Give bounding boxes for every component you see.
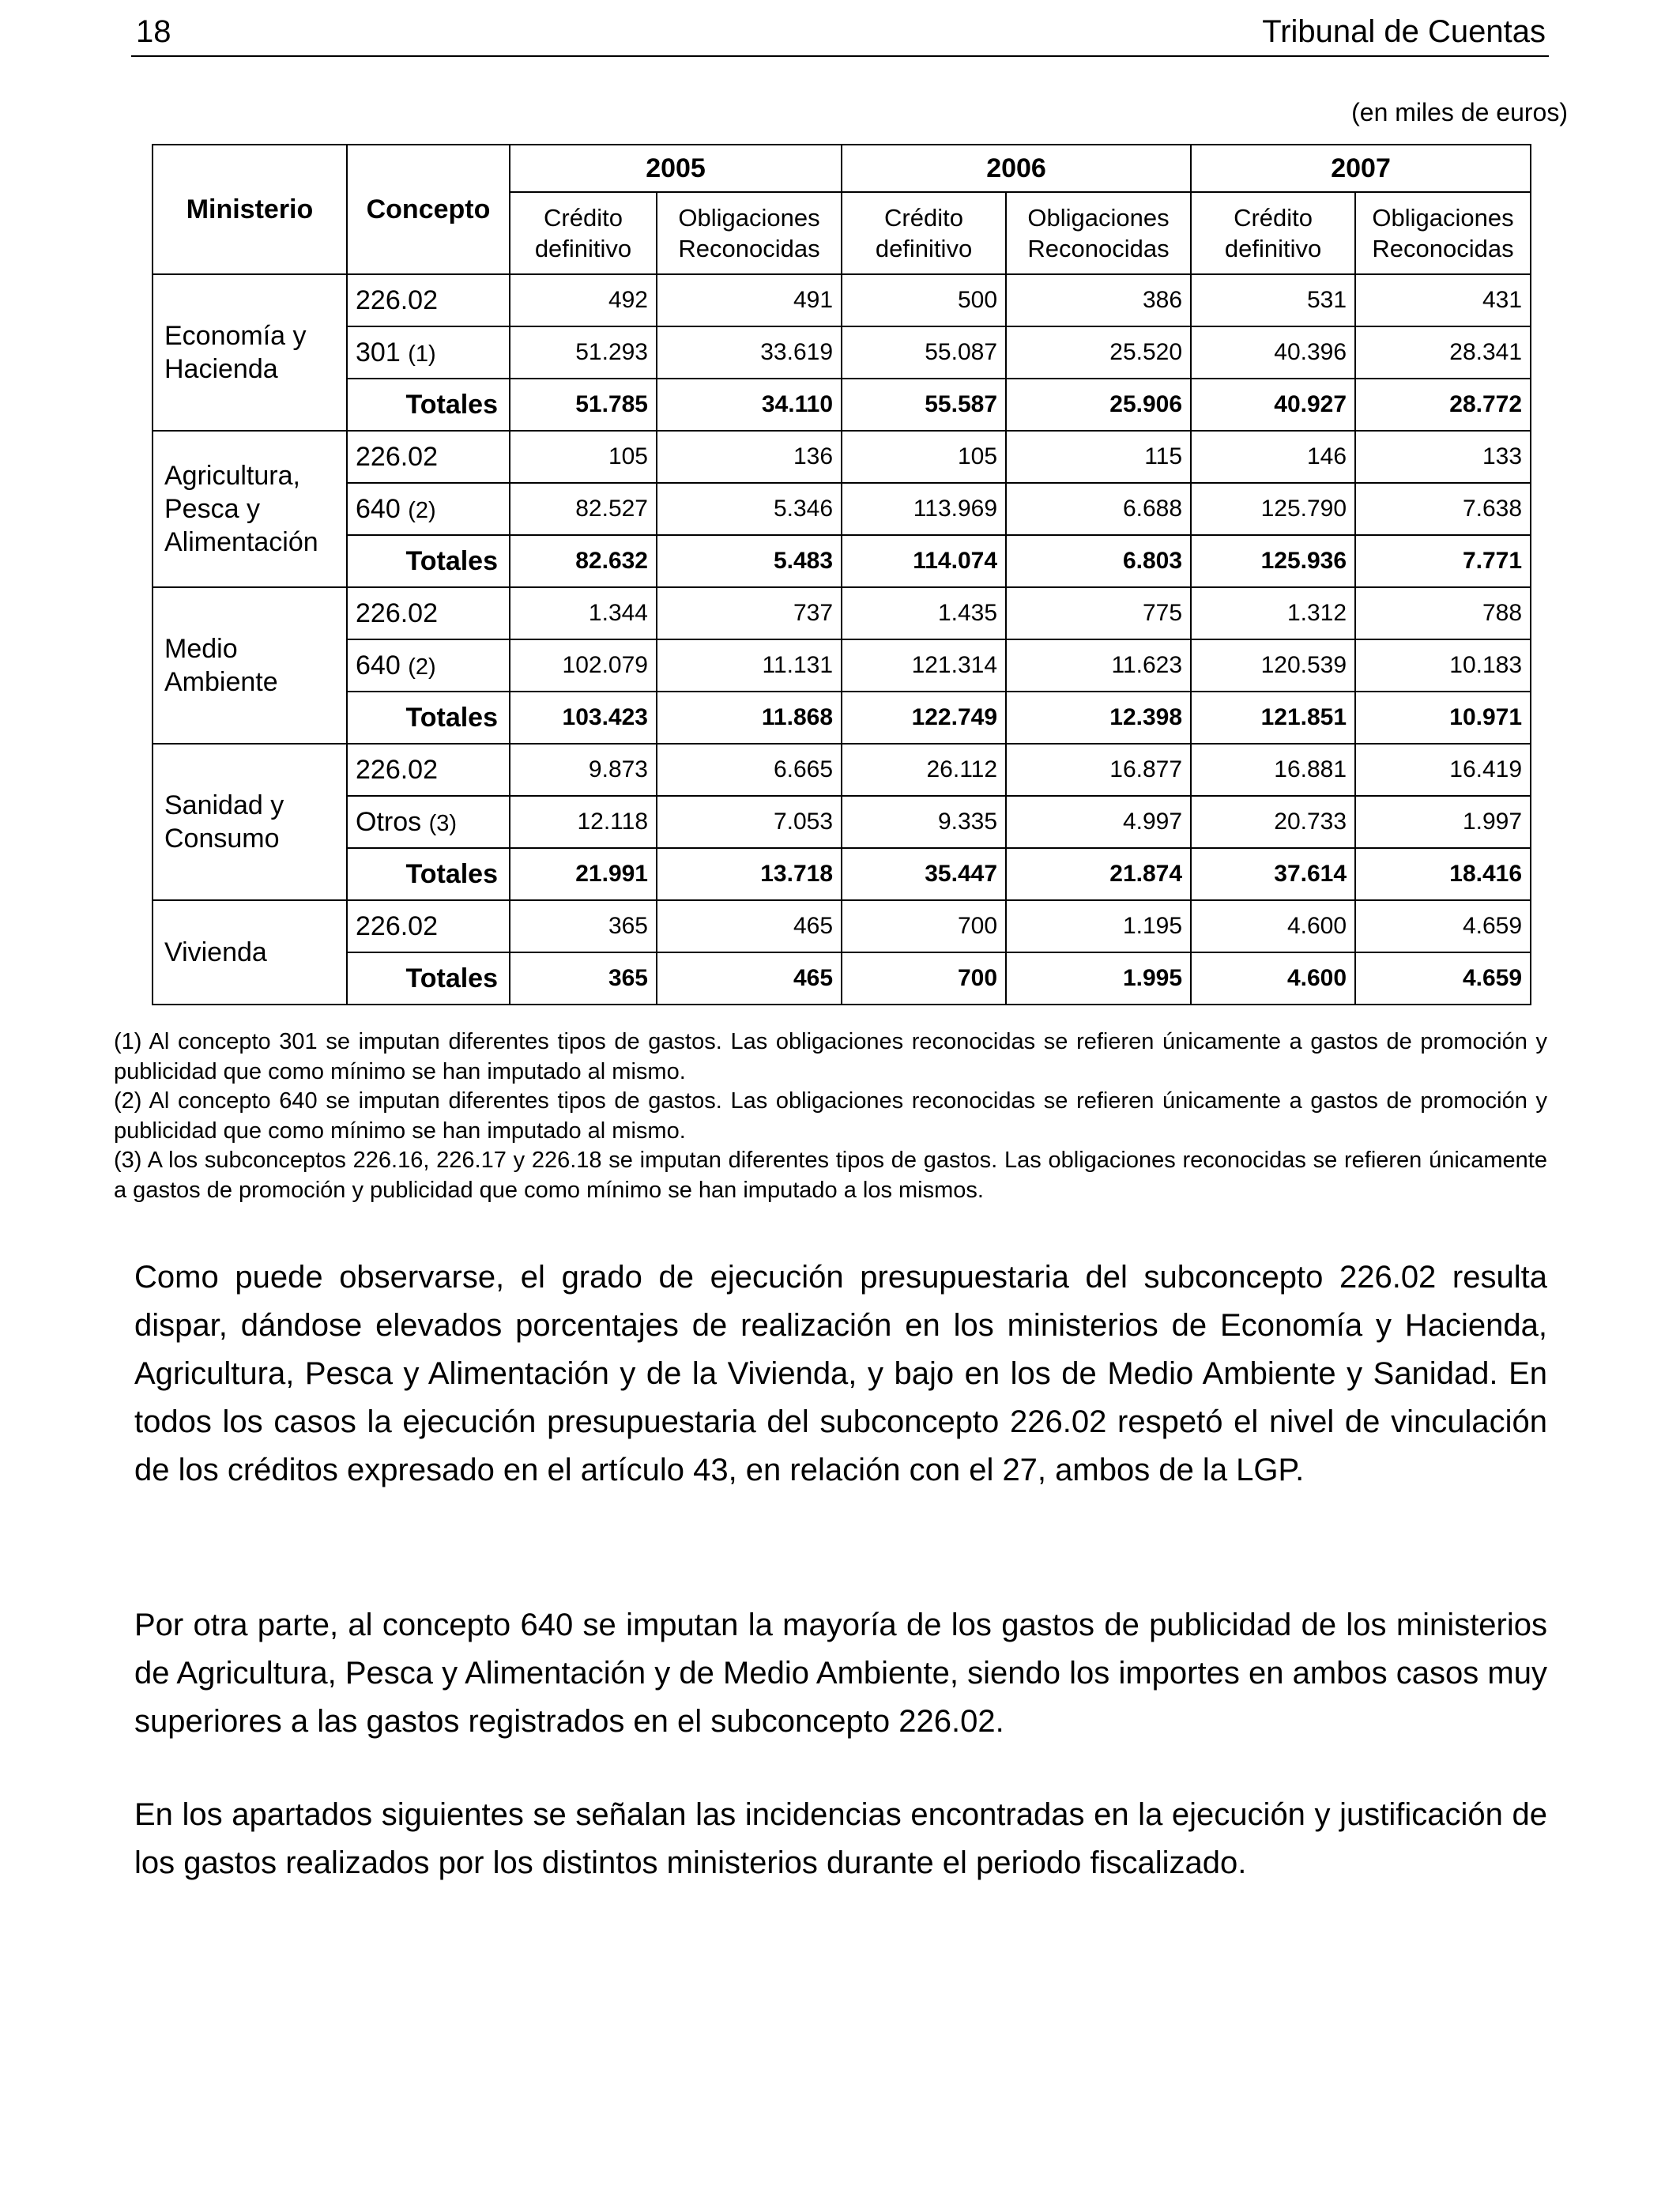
- total-value-cell: 121.851: [1191, 692, 1355, 744]
- table-row: [153, 274, 1531, 326]
- total-value-cell: 12.398: [1006, 692, 1191, 744]
- ministry-cell: Economía y Hacienda: [153, 274, 347, 431]
- value-cell: 51.293: [510, 326, 657, 379]
- totals-label: Totales: [347, 848, 510, 900]
- value-cell: 26.112: [842, 744, 1006, 796]
- value-cell: 20.733: [1191, 796, 1355, 848]
- value-cell: 1.997: [1355, 796, 1531, 848]
- value-cell: 788: [1355, 587, 1531, 639]
- total-value-cell: 37.614: [1191, 848, 1355, 900]
- page-number: 18: [136, 14, 171, 49]
- footnote-ref: (3): [428, 810, 458, 836]
- table-row: [153, 587, 1531, 639]
- value-cell: 6.688: [1006, 483, 1191, 535]
- value-cell: 115: [1006, 431, 1191, 483]
- total-value-cell: 465: [657, 952, 842, 1005]
- total-value-cell: 103.423: [510, 692, 657, 744]
- value-cell: 16.419: [1355, 744, 1531, 796]
- value-cell: 12.118: [510, 796, 657, 848]
- ministry-cell: Sanidad y Consumo: [153, 744, 347, 900]
- table-row: [153, 431, 1531, 483]
- body-paragraph: Por otra parte, al concepto 640 se imputan la mayoría de los gastos de publicidad de los ministerios de Agricultura, Pesca y Alimentación y de Medio Ambiente, siendo los importes en ambos casos muy superiores a las gastos registrados en el subconcepto 226.02.: [134, 1608, 1547, 1739]
- total-value-cell: 35.447: [842, 848, 1006, 900]
- body-paragraph: Como puede observarse, el grado de ejecución presupuestaria del subconcepto 226.02 resulta dispar, dándose elevados porcentajes de realización en los ministerios de Economía y Hacienda, Agricultura, Pesca y Alimentación y de la Vivienda, y bajo en los de Medio Ambiente y Sanidad. En todos los casos la ejecución presupuestaria del subconcepto 226.02 respetó el nivel de vinculación de los créditos expresado en el artículo 43, en relación con el 27, ambos de la LGP.: [134, 1260, 1547, 1487]
- totals-label: Totales: [347, 535, 510, 587]
- footnote: (2) Al concepto 640 se imputan diferentes tipos de gastos. Las obligaciones reconocidas se refieren únicamente a gastos de promoción y publicidad que como mínimo se han imputado al mismo.: [114, 1088, 1547, 1144]
- header-concepto: Concepto: [347, 145, 510, 274]
- concept-cell: 226.02: [347, 431, 510, 483]
- ministry-cell: Agricultura, Pesca y Alimentación: [153, 431, 347, 587]
- concept-cell: 226.02: [347, 900, 510, 952]
- total-value-cell: 10.971: [1355, 692, 1531, 744]
- footnote-ref: (1): [408, 341, 436, 367]
- total-value-cell: 28.772: [1355, 379, 1531, 431]
- totals-row: [153, 848, 1531, 900]
- header-title: Tribunal de Cuentas: [1262, 14, 1546, 49]
- value-cell: 82.527: [510, 483, 657, 535]
- value-cell: 365: [510, 900, 657, 952]
- value-cell: 40.396: [1191, 326, 1355, 379]
- value-cell: 11.131: [657, 639, 842, 692]
- total-value-cell: 5.483: [657, 535, 842, 587]
- concept-cell: 640 (2): [347, 639, 510, 692]
- totals-row: [153, 952, 1531, 1005]
- total-value-cell: 40.927: [1191, 379, 1355, 431]
- table-row: [153, 796, 1531, 848]
- concept-cell: 226.02: [347, 274, 510, 326]
- footnote-ref: (2): [408, 497, 436, 523]
- value-cell: 28.341: [1355, 326, 1531, 379]
- value-cell: 16.881: [1191, 744, 1355, 796]
- value-cell: 105: [510, 431, 657, 483]
- total-value-cell: 51.785: [510, 379, 657, 431]
- value-cell: 9.873: [510, 744, 657, 796]
- ministry-cell: Medio Ambiente: [153, 587, 347, 744]
- value-cell: 10.183: [1355, 639, 1531, 692]
- table-row: [153, 900, 1531, 952]
- table-body: [153, 274, 1531, 1005]
- ministry-cell: Vivienda: [153, 900, 347, 1005]
- totals-row: [153, 379, 1531, 431]
- value-cell: 737: [657, 587, 842, 639]
- value-cell: 431: [1355, 274, 1531, 326]
- total-value-cell: 4.659: [1355, 952, 1531, 1005]
- value-cell: 125.790: [1191, 483, 1355, 535]
- concept-cell: 226.02: [347, 744, 510, 796]
- page-header: [131, 11, 1549, 57]
- footnote-ref: (2): [408, 654, 436, 680]
- totals-label: Totales: [347, 379, 510, 431]
- concept-cell: 226.02: [347, 587, 510, 639]
- concept-cell: 301 (1): [347, 326, 510, 379]
- total-value-cell: 21.991: [510, 848, 657, 900]
- value-cell: 33.619: [657, 326, 842, 379]
- value-cell: 531: [1191, 274, 1355, 326]
- totals-label: Totales: [347, 692, 510, 744]
- body-paragraph: En los apartados siguientes se señalan las incidencias encontradas en la ejecución y justificación de los gastos realizados por los distintos ministerios durante el periodo fiscalizado.: [134, 1797, 1547, 1880]
- concept-cell: Otros (3): [347, 796, 510, 848]
- total-value-cell: 365: [510, 952, 657, 1005]
- value-cell: 1.195: [1006, 900, 1191, 952]
- subheader-credito: Crédito definitivo: [1191, 192, 1355, 274]
- total-value-cell: 6.803: [1006, 535, 1191, 587]
- table-row: [153, 483, 1531, 535]
- value-cell: 491: [657, 274, 842, 326]
- footnotes: [114, 1027, 1547, 1205]
- value-cell: 4.600: [1191, 900, 1355, 952]
- header-ministerio: Ministerio: [153, 145, 347, 274]
- value-cell: 120.539: [1191, 639, 1355, 692]
- table-row: [153, 744, 1531, 796]
- value-cell: 9.335: [842, 796, 1006, 848]
- value-cell: 5.346: [657, 483, 842, 535]
- value-cell: 133: [1355, 431, 1531, 483]
- value-cell: 6.665: [657, 744, 842, 796]
- value-cell: 386: [1006, 274, 1191, 326]
- value-cell: 25.520: [1006, 326, 1191, 379]
- value-cell: 136: [657, 431, 842, 483]
- header-year: 2005: [510, 145, 842, 192]
- header-year: 2007: [1191, 145, 1531, 192]
- value-cell: 492: [510, 274, 657, 326]
- total-value-cell: 1.995: [1006, 952, 1191, 1005]
- value-cell: 113.969: [842, 483, 1006, 535]
- value-cell: 7.053: [657, 796, 842, 848]
- value-cell: 1.435: [842, 587, 1006, 639]
- totals-row: [153, 692, 1531, 744]
- value-cell: 11.623: [1006, 639, 1191, 692]
- value-cell: 4.659: [1355, 900, 1531, 952]
- value-cell: 55.087: [842, 326, 1006, 379]
- total-value-cell: 7.771: [1355, 535, 1531, 587]
- value-cell: 465: [657, 900, 842, 952]
- budget-table: [152, 144, 1531, 1005]
- value-cell: 1.312: [1191, 587, 1355, 639]
- table-row: [153, 326, 1531, 379]
- total-value-cell: 34.110: [657, 379, 842, 431]
- total-value-cell: 18.416: [1355, 848, 1531, 900]
- total-value-cell: 25.906: [1006, 379, 1191, 431]
- unit-note: (en miles de euros): [1351, 98, 1568, 126]
- total-value-cell: 21.874: [1006, 848, 1191, 900]
- total-value-cell: 700: [842, 952, 1006, 1005]
- subheader-obligaciones: Obligaciones Reconocidas: [1355, 192, 1531, 274]
- value-cell: 1.344: [510, 587, 657, 639]
- header-year: 2006: [842, 145, 1191, 192]
- total-value-cell: 4.600: [1191, 952, 1355, 1005]
- total-value-cell: 122.749: [842, 692, 1006, 744]
- value-cell: 102.079: [510, 639, 657, 692]
- footnote: (1) Al concepto 301 se imputan diferentes tipos de gastos. Las obligaciones reconocidas se refieren únicamente a gastos de promoción y publicidad que como mínimo se han imputado al mismo.: [114, 1029, 1547, 1084]
- subheader-credito: Crédito definitivo: [842, 192, 1006, 274]
- footnote: (3) A los subconceptos 226.16, 226.17 y 226.18 se imputan diferentes tipos de gastos. Las obligaciones reconocidas se refieren únicamente a gastos de promoción y publicidad que como mínimo se han imputado a los mismos.: [114, 1148, 1547, 1203]
- value-cell: 105: [842, 431, 1006, 483]
- value-cell: 700: [842, 900, 1006, 952]
- value-cell: 500: [842, 274, 1006, 326]
- total-value-cell: 13.718: [657, 848, 842, 900]
- total-value-cell: 11.868: [657, 692, 842, 744]
- concept-cell: 640 (2): [347, 483, 510, 535]
- totals-row: [153, 535, 1531, 587]
- value-cell: 121.314: [842, 639, 1006, 692]
- subheader-obligaciones: Obligaciones Reconocidas: [657, 192, 842, 274]
- value-cell: 7.638: [1355, 483, 1531, 535]
- value-cell: 775: [1006, 587, 1191, 639]
- total-value-cell: 114.074: [842, 535, 1006, 587]
- value-cell: 4.997: [1006, 796, 1191, 848]
- total-value-cell: 55.587: [842, 379, 1006, 431]
- subheader-credito: Crédito definitivo: [510, 192, 657, 274]
- totals-label: Totales: [347, 952, 510, 1005]
- value-cell: 146: [1191, 431, 1355, 483]
- value-cell: 16.877: [1006, 744, 1191, 796]
- subheader-obligaciones: Obligaciones Reconocidas: [1006, 192, 1191, 274]
- total-value-cell: 125.936: [1191, 535, 1355, 587]
- table-row: [153, 639, 1531, 692]
- total-value-cell: 82.632: [510, 535, 657, 587]
